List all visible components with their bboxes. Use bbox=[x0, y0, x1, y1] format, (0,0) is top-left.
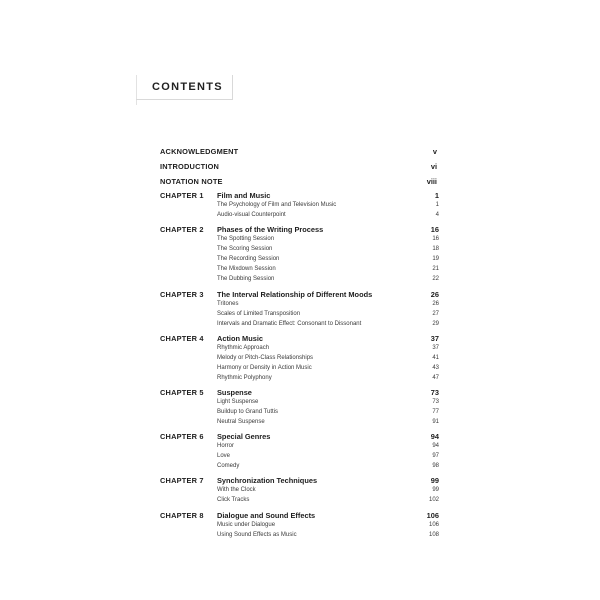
section-entry[interactable] bbox=[217, 202, 439, 211]
section-title: Buildup to Grand Tuttis bbox=[217, 409, 279, 415]
section-entry[interactable] bbox=[217, 345, 439, 354]
chapter-label: CHAPTER 5 bbox=[160, 388, 204, 397]
section-entry[interactable] bbox=[217, 365, 439, 374]
page-title: CONTENTS bbox=[152, 81, 223, 93]
section-title: Music under Dialogue bbox=[217, 522, 276, 528]
section-page: 22 bbox=[432, 276, 439, 282]
section-title: The Psychology of Film and Television Music bbox=[217, 202, 337, 208]
section-title: The Scoring Session bbox=[217, 246, 273, 252]
entry-label: NOTATION NOTE bbox=[160, 177, 223, 186]
section-entry[interactable] bbox=[217, 463, 439, 472]
section-entry[interactable] bbox=[217, 487, 439, 496]
section-page: 91 bbox=[432, 419, 439, 425]
chapter-label: CHAPTER 7 bbox=[160, 476, 204, 485]
section-title: Rhythmic Polyphony bbox=[217, 375, 272, 381]
chapter-label: CHAPTER 4 bbox=[160, 334, 204, 343]
section-title: Using Sound Effects as Music bbox=[217, 532, 297, 538]
section-entry[interactable] bbox=[217, 375, 439, 384]
toc-entry-introduction[interactable] bbox=[160, 162, 437, 174]
section-entry[interactable] bbox=[217, 409, 439, 418]
chapter-title[interactable]: Special Genres bbox=[217, 432, 271, 441]
section-title: Scales of Limited Transposition bbox=[217, 311, 301, 317]
section-page: 1 bbox=[435, 202, 439, 208]
section-entry[interactable] bbox=[217, 355, 439, 364]
section-page: 29 bbox=[432, 321, 439, 327]
section-title: Click Tracks bbox=[217, 497, 250, 503]
section-page: 26 bbox=[432, 301, 439, 307]
section-title: Comedy bbox=[217, 463, 240, 469]
section-entry[interactable] bbox=[217, 497, 439, 506]
section-page: 41 bbox=[432, 355, 439, 361]
section-entry[interactable] bbox=[217, 453, 439, 462]
entry-label: ACKNOWLEDGMENT bbox=[160, 147, 239, 156]
section-title: Love bbox=[217, 453, 231, 459]
section-page: 37 bbox=[432, 345, 439, 351]
chapter-page: 26 bbox=[430, 290, 439, 299]
section-page: 43 bbox=[432, 365, 439, 371]
section-entry[interactable] bbox=[217, 246, 439, 255]
section-entry[interactable] bbox=[217, 301, 439, 310]
section-title: The Mixdown Session bbox=[217, 266, 276, 272]
toc-entry-acknowledgment[interactable] bbox=[160, 147, 437, 159]
section-title: Intervals and Dramatic Effect: Consonant to Dissonant bbox=[217, 321, 362, 327]
section-entry[interactable] bbox=[217, 399, 439, 408]
section-title: Harmony or Density in Action Music bbox=[217, 365, 312, 371]
section-entry[interactable] bbox=[217, 419, 439, 428]
section-page: 98 bbox=[432, 463, 439, 469]
section-page: 19 bbox=[432, 256, 439, 262]
section-page: 94 bbox=[432, 443, 439, 449]
section-page: 97 bbox=[432, 453, 439, 459]
section-page: 108 bbox=[428, 532, 439, 538]
section-page: 27 bbox=[432, 311, 439, 317]
title-block bbox=[136, 75, 233, 100]
chapter-title[interactable]: Action Music bbox=[217, 334, 263, 343]
chapter-page: 94 bbox=[430, 432, 439, 441]
section-entry[interactable] bbox=[217, 236, 439, 245]
chapter-page: 73 bbox=[430, 388, 439, 397]
chapter-page: 37 bbox=[430, 334, 439, 343]
chapter-title[interactable]: Suspense bbox=[217, 388, 252, 397]
section-page: 77 bbox=[432, 409, 439, 415]
section-title: The Recording Session bbox=[217, 256, 280, 262]
section-title: Horror bbox=[217, 443, 235, 449]
chapter-label: CHAPTER 3 bbox=[160, 290, 204, 299]
section-title: Audio-visual Counterpoint bbox=[217, 212, 286, 218]
chapter-title[interactable]: Phases of the Writing Process bbox=[217, 225, 324, 234]
chapter-label: CHAPTER 6 bbox=[160, 432, 204, 441]
chapter-title[interactable]: The Interval Relationship of Different Moods bbox=[217, 290, 373, 299]
section-title: Neutral Suspense bbox=[217, 419, 265, 425]
section-page: 4 bbox=[435, 212, 439, 218]
section-page: 99 bbox=[432, 487, 439, 493]
section-title: The Spotting Session bbox=[217, 236, 275, 242]
section-entry[interactable] bbox=[217, 532, 439, 541]
chapter-page: 16 bbox=[430, 225, 439, 234]
section-entry[interactable] bbox=[217, 276, 439, 285]
section-entry[interactable] bbox=[217, 266, 439, 275]
chapter-title[interactable]: Synchronization Techniques bbox=[217, 476, 318, 485]
section-page: 16 bbox=[432, 236, 439, 242]
section-title: With the Clock bbox=[217, 487, 256, 493]
entry-page: vi bbox=[430, 162, 437, 171]
section-page: 106 bbox=[428, 522, 439, 528]
section-entry[interactable] bbox=[217, 443, 439, 452]
section-page: 102 bbox=[428, 497, 439, 503]
section-entry[interactable] bbox=[217, 321, 439, 330]
section-entry[interactable] bbox=[217, 256, 439, 265]
chapter-page: 106 bbox=[426, 511, 439, 520]
section-title: The Dubbing Session bbox=[217, 276, 275, 282]
section-page: 21 bbox=[432, 266, 439, 272]
section-entry[interactable] bbox=[217, 522, 439, 531]
chapter-label: CHAPTER 1 bbox=[160, 191, 204, 200]
section-title: Melody or Pitch-Class Relationships bbox=[217, 355, 314, 361]
section-page: 47 bbox=[432, 375, 439, 381]
entry-page: viii bbox=[426, 177, 437, 186]
section-page: 73 bbox=[432, 399, 439, 405]
entry-label: INTRODUCTION bbox=[160, 162, 220, 171]
section-title: Tritones bbox=[217, 301, 239, 307]
chapter-title[interactable]: Film and Music bbox=[217, 191, 271, 200]
section-title: Rhythmic Approach bbox=[217, 345, 270, 351]
chapter-page: 1 bbox=[434, 191, 439, 200]
chapter-label: CHAPTER 2 bbox=[160, 225, 204, 234]
chapter-page: 99 bbox=[430, 476, 439, 485]
section-entry[interactable] bbox=[217, 311, 439, 320]
section-title: Light Suspense bbox=[217, 399, 259, 405]
toc-entry-notation-note[interactable] bbox=[160, 177, 437, 189]
entry-page: v bbox=[432, 147, 437, 156]
chapter-label: CHAPTER 8 bbox=[160, 511, 204, 520]
chapter-title[interactable]: Dialogue and Sound Effects bbox=[217, 511, 316, 520]
section-entry[interactable] bbox=[217, 212, 439, 221]
section-page: 18 bbox=[432, 246, 439, 252]
